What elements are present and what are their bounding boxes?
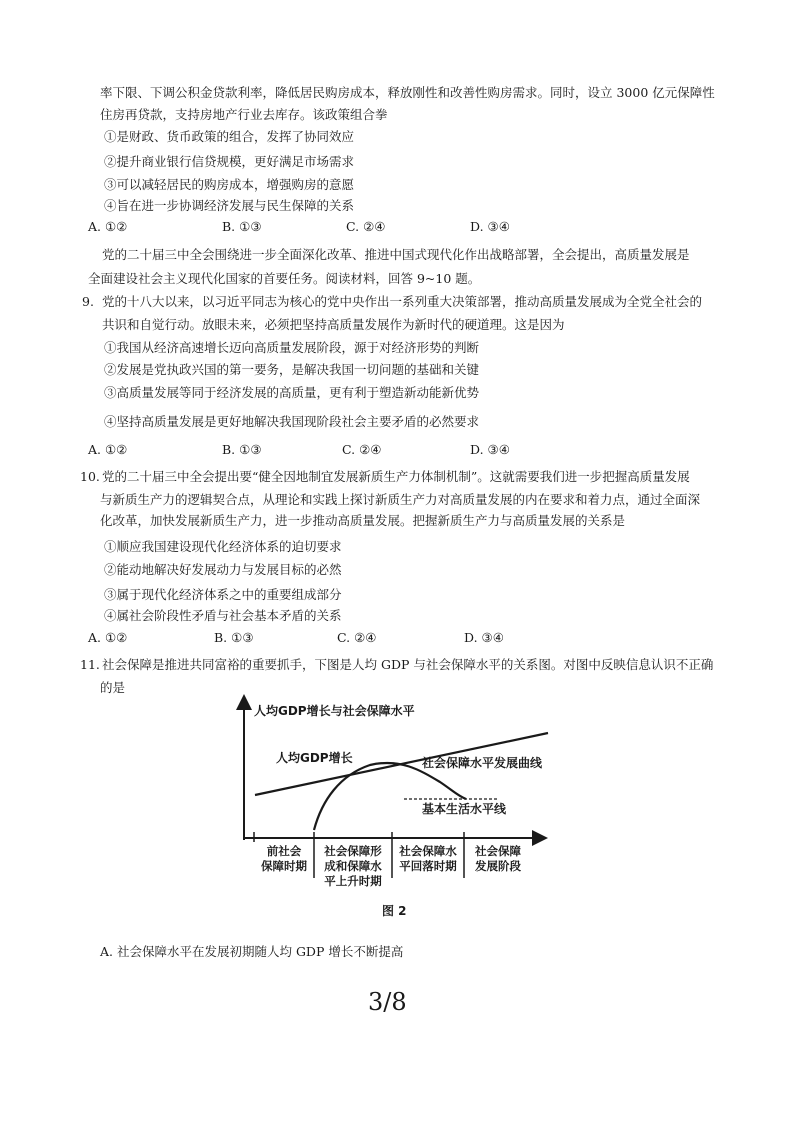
q10-statement-2: ②能动地解决好发展动力与发展目标的必然 — [104, 562, 342, 577]
q8-statement-4: ④旨在进一步协调经济发展与民生保障的关系 — [104, 198, 355, 213]
q10-option-c[interactable]: C. ②④ — [337, 630, 377, 645]
figure-caption: 图 2 — [382, 904, 407, 918]
q8-option-c[interactable]: C. ②④ — [346, 219, 386, 234]
stage-2-label-line-1: 社会保障形 — [324, 844, 382, 858]
q9-statement-1: ①我国从经济高速增长迈向高质量发展阶段，源于对经济形势的判断 — [104, 340, 480, 355]
material-line-1: 党的二十届三中全会围绕进一步全面深化改革、推进中国式现代化作出战略部署，全会提出，高质量发展是 — [102, 247, 690, 262]
q8-option-b[interactable]: B. ①③ — [222, 219, 262, 234]
q8-line-1: 率下限、下调公积金贷款利率，降低居民购房成本，释放刚性和改善性购房需求。同时，设立 3000 亿元保障性 — [100, 85, 715, 100]
q11-line-1: 社会保障是推进共同富裕的重要抓手，下图是人均 GDP 与社会保障水平的关系图。对图中反映信息认识不正确 — [102, 657, 714, 672]
stage-4-label-line-1: 社会保障 — [475, 844, 521, 858]
stage-3-label-line-2: 平回落时期 — [399, 859, 457, 873]
q9-number: 9. — [82, 294, 94, 309]
baseline-label: 基本生活水平线 — [422, 802, 507, 816]
q9-statement-3: ③高质量发展等同于经济发展的高质量，更有利于塑造新动能新优势 — [104, 385, 480, 400]
q10-line-1: 党的二十届三中全会提出要“健全因地制宜发展新质生产力体制机制”。这就需要我们进一步把握高质量发展 — [102, 469, 690, 484]
q10-option-d[interactable]: D. ③④ — [464, 630, 504, 645]
stage-4-label-line-2: 发展阶段 — [475, 859, 521, 873]
q9-option-a[interactable]: A. ①② — [88, 442, 128, 457]
stage-1-label-line-1: 前社会 — [266, 844, 302, 858]
q9-option-d[interactable]: D. ③④ — [470, 442, 510, 457]
page-number: 3/8 — [368, 988, 407, 1016]
q10-number: 10. — [80, 469, 100, 484]
stage-1-label-line-2: 保障时期 — [261, 859, 307, 873]
q8-option-d[interactable]: D. ③④ — [470, 219, 510, 234]
q10-statement-3: ③属于现代化经济体系之中的重要组成部分 — [104, 587, 342, 602]
stage-3-label-line-1: 社会保障水 — [399, 844, 457, 858]
q10-line-2: 与新质生产力的逻辑契合点，从理论和实践上探讨新质生产力对高质量发展的内在要求和着力点，通过全面深 — [100, 492, 701, 507]
q9-option-c[interactable]: C. ②④ — [342, 442, 382, 457]
q8-statement-2: ②提升商业银行信贷规模，更好满足市场需求 — [104, 154, 355, 169]
q11-option-a[interactable]: A. 社会保障水平在发展初期随人均 GDP 增长不断提高 — [100, 944, 404, 959]
curve-label: 社会保障水平发展曲线 — [422, 756, 543, 770]
q9-line-1: 党的十八大以来，以习近平同志为核心的党中央作出一系列重大决策部署，推动高质量发展成为全党全社会的 — [102, 294, 703, 309]
y-axis-title: 人均GDP增长与社会保障水平 — [254, 704, 415, 718]
q10-option-b[interactable]: B. ①③ — [214, 630, 254, 645]
q9-line-2: 共识和自觉行动。放眼未来，必须把坚持高质量发展作为新时代的硬道理。这是因为 — [102, 317, 565, 332]
q8-statement-1: ①是财政、货币政策的组合，发挥了协同效应 — [104, 129, 355, 144]
q8-line-2: 住房再贷款，支持房地产行业去库存。该政策组合拳 — [100, 107, 388, 122]
q10-option-a[interactable]: A. ①② — [88, 630, 128, 645]
stage-2-label-line-3: 平上升时期 — [324, 874, 382, 888]
q9-statement-2: ②发展是党执政兴国的第一要务，是解决我国一切问题的基础和关键 — [104, 362, 480, 377]
q9-option-b[interactable]: B. ①③ — [222, 442, 262, 457]
gdp-label: 人均GDP增长 — [276, 751, 353, 765]
material-line-2: 全面建设社会主义现代化国家的首要任务。阅读材料，回答 9~10 题。 — [88, 271, 481, 286]
stage-2-label-line-2: 成和保障水 — [324, 859, 382, 873]
q10-statement-1: ①顺应我国建设现代化经济体系的迫切要求 — [104, 539, 342, 554]
q11-number: 11. — [80, 657, 100, 672]
social-security-curve — [314, 763, 466, 830]
q11-line-2: 的是 — [100, 680, 126, 695]
q10-statement-4: ④属社会阶段性矛盾与社会基本矛盾的关系 — [104, 608, 342, 623]
q9-statement-4: ④坚持高质量发展是更好地解决我国现阶段社会主要矛盾的必然要求 — [104, 414, 480, 429]
q8-statement-3: ③可以减轻居民的购房成本，增强购房的意愿 — [104, 177, 355, 192]
q10-line-3: 化改革，加快发展新质生产力，进一步推动高质量发展。把握新质生产力与高质量发展的关系是 — [100, 513, 626, 528]
q8-option-a[interactable]: A. ①② — [88, 219, 128, 234]
